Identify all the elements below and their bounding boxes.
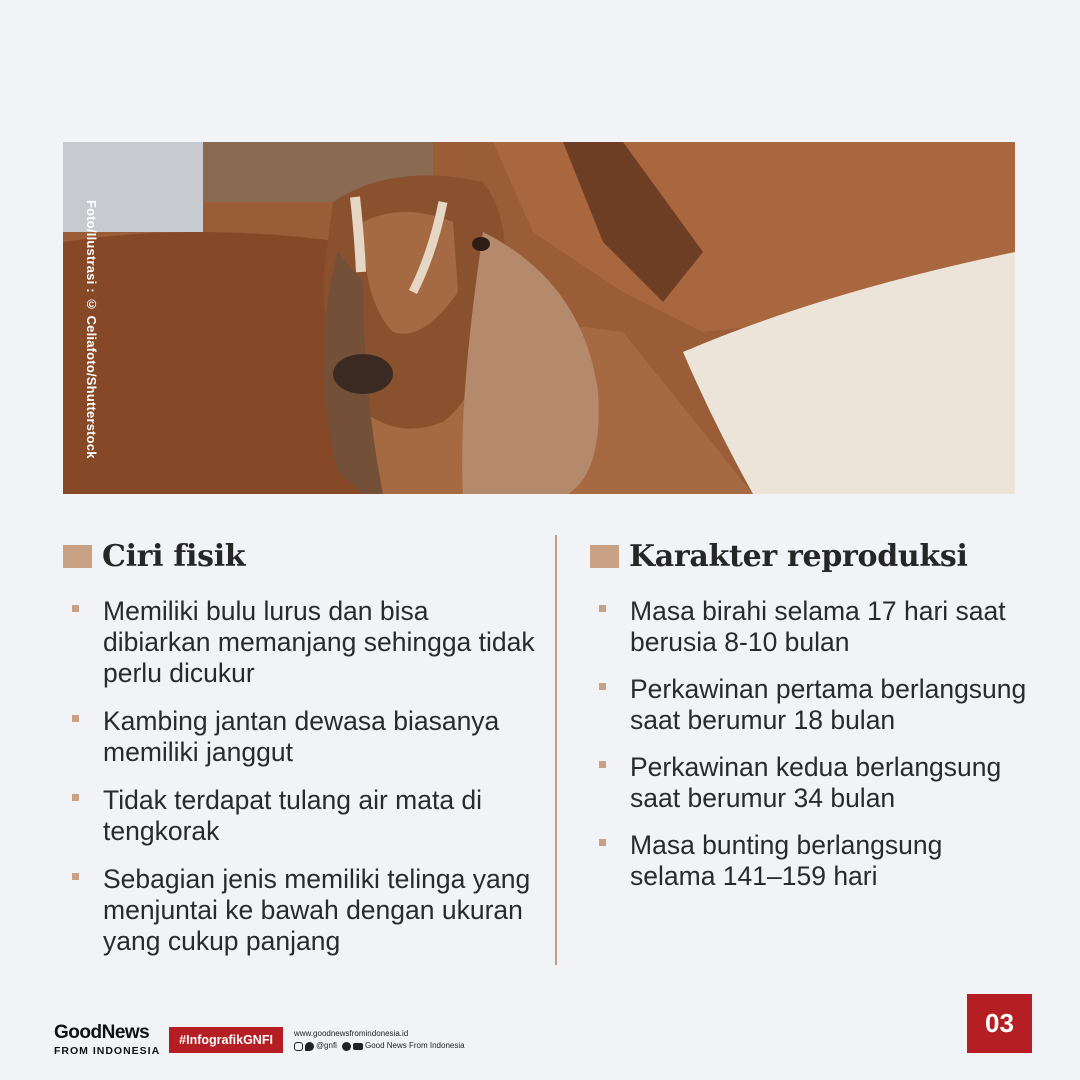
column-divider [555,535,557,965]
bullet-icon [599,839,606,846]
physical-traits-section [63,532,541,974]
page-number-badge: 03 [967,994,1032,1053]
list-item: Kambing jantan dewasa biasanya memiliki janggut [63,706,541,768]
website-text: www.goodnewsfromindonesia.id [293,1029,409,1038]
photo-credit: Foto/Ilustrasi : © Celiafoto/Shutterstock [84,200,99,459]
bullet-icon [599,605,606,612]
list-item: Masa birahi selama 17 hari saat berusia 8-10 bulan [590,596,1030,658]
list-item: Sebagian jenis memiliki telinga yang menjuntai ke bawah dengan ukuran yang cukup panjang [63,864,541,957]
list-item: Masa bunting berlangsung selama 141–159 hari [590,830,1030,892]
bullet-icon [72,605,79,612]
contact-info [294,1028,465,1052]
section-heading [590,532,1030,580]
gnfi-logo [54,1023,160,1057]
heading-square-icon [63,545,92,568]
heading-square-icon [590,545,619,568]
list-item: Perkawinan kedua berlangsung saat berumur 34 bulan [590,752,1030,814]
hashtag-badge: #InfografikGNFI [169,1027,283,1053]
page-name: Good News From Indonesia [364,1041,465,1050]
list-item: Memiliki bulu lurus dan bisa dibiarkan memanjang sehingga tidak perlu dicukur [63,596,541,689]
traits-list [63,596,541,957]
heading-label: Karakter reproduksi [629,538,968,574]
footer [54,1020,465,1060]
bullet-icon [599,683,606,690]
goat-illustration [63,142,1015,494]
list-item: Tidak terdapat tulang air mata di tengkorak [63,785,541,847]
social-handle: @gnfi [315,1041,337,1050]
bullet-icon [599,761,606,768]
section-heading [63,532,541,580]
logo-line-1: GoodNews [54,1022,150,1044]
goat-photo [63,142,1015,494]
bullet-icon [72,794,79,801]
reproduction-section [590,532,1030,908]
facebook-icon [342,1042,351,1051]
heading-label: Ciri fisik [102,538,246,574]
bullet-icon [72,715,79,722]
logo-line-2: FROM INDONESIA [54,1045,161,1058]
bullet-icon [72,873,79,880]
twitter-icon [305,1042,314,1051]
instagram-icon [294,1042,303,1051]
reproduction-list [590,596,1030,892]
youtube-icon [353,1043,363,1050]
list-item: Perkawinan pertama berlangsung saat berumur 18 bulan [590,674,1030,736]
